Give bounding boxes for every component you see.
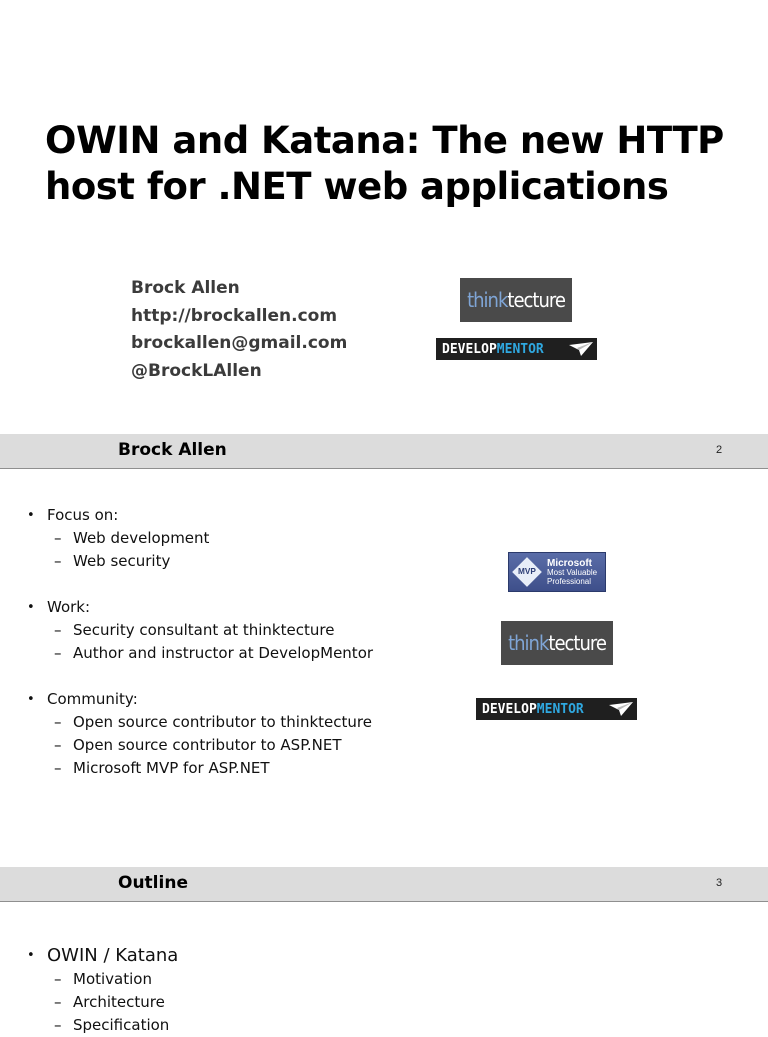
author-contact: [131, 275, 347, 385]
bullet-item: • Focus on:: [27, 504, 373, 527]
sub-bullet-item: – Motivation: [27, 968, 178, 991]
bullet-item: • OWIN / Katana: [27, 944, 178, 968]
author-website: http://brockallen.com: [131, 305, 338, 326]
paper-plane-icon: [569, 342, 593, 356]
bullet-item: • Work:: [27, 596, 373, 619]
thinktecture-logo: think tecture: [460, 278, 572, 322]
paper-plane-icon: [609, 702, 633, 716]
slide-number: 3: [716, 877, 723, 889]
sub-bullet-item: – Specification: [27, 1014, 178, 1037]
slide-header-bar: [0, 434, 768, 469]
sub-bullet-item: – Microsoft MVP for ASP.NET: [27, 757, 373, 780]
mvp-badge-icon: MVP: [512, 557, 542, 587]
sub-bullet-item: – Open source contributor to ASP.NET: [27, 734, 373, 757]
slide-header-bar: [0, 867, 768, 902]
section-title: Outline: [118, 873, 188, 893]
sub-bullet-item: – Architecture: [27, 991, 178, 1014]
section-title: Brock Allen: [118, 440, 227, 460]
author-email: brockallen@gmail.com: [131, 333, 348, 353]
slide-title: OWIN and Katana: The new HTTP host for .NET web applications: [45, 119, 724, 208]
sub-bullet-item: – Web development: [27, 527, 373, 550]
sub-bullet-item: – Open source contributor to thinktecture: [27, 711, 373, 734]
author-twitter: @BrockLAllen: [131, 360, 262, 381]
developmentor-logo: DEVELOP MENTOR: [436, 338, 597, 360]
bullet-list: [27, 944, 178, 1037]
sub-bullet-item: – Author and instructor at DevelopMentor: [27, 642, 373, 665]
mvp-logo: MVP Microsoft Most Valuable Professional: [508, 552, 606, 592]
bullet-list: [27, 504, 373, 780]
developmentor-logo: DEVELOP MENTOR: [476, 698, 637, 720]
sub-bullet-item: – Security consultant at thinktecture: [27, 619, 373, 642]
sub-bullet-item: – Web security: [27, 550, 373, 573]
slide-number: 2: [716, 444, 723, 456]
bullet-item: • Community:: [27, 688, 373, 711]
author-name: Brock Allen: [131, 278, 240, 298]
thinktecture-logo: think tecture: [501, 621, 613, 665]
